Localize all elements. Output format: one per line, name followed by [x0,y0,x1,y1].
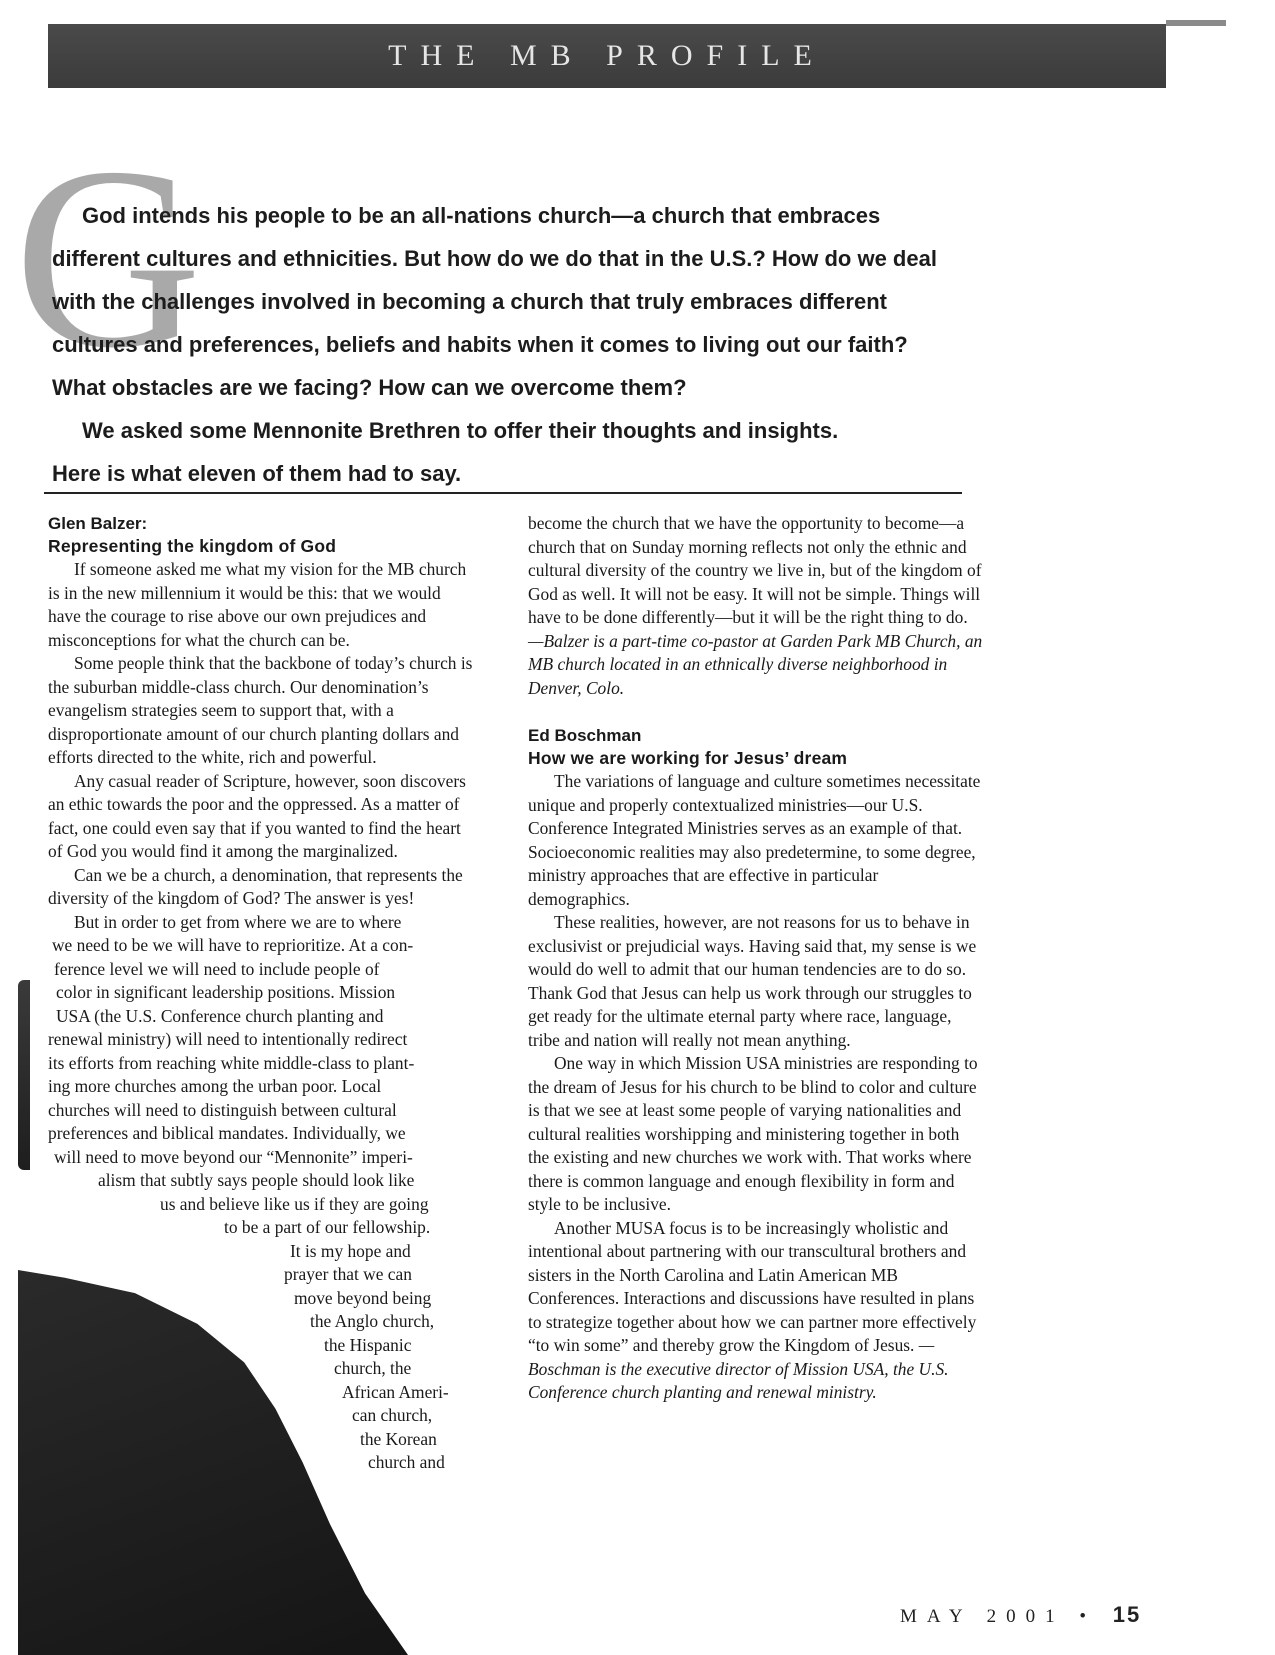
photo-edge [18,980,30,1170]
author-name: Glen Balzer: [48,514,148,533]
author-credit: —Boschman is the executive director of Mission USA, the U.S. Conference church planting and renewal ministry. [528,1335,949,1402]
wrap-line: renewal ministry) will need to intentionally redirect [48,1029,408,1049]
intro-line: We asked some Mennonite Brethren to offer their thoughts and insights. [82,418,839,443]
wrap-line: us and believe like us if they are going [160,1193,429,1214]
article-heading: Representing the kingdom of God [48,536,337,556]
wrap-line: But in order to get from where we are to where [74,911,402,932]
wrap-line: move beyond being [294,1287,432,1308]
intro-block [52,196,982,493]
intro-line: cultures and preferences, beliefs and habits when it comes to living out our faith? [52,332,908,357]
wrap-line: church, the [334,1358,412,1378]
paragraph: The variations of language and culture sometimes necessitate unique and properly contextualized ministries—our U.S. Conference Integrated Ministries serves as an example of that. Socioeconomic realities may also predetermine, to some degree, ministry approaches that are effective in particular demographics. [528,771,981,909]
author-name: Ed Boschman [528,726,642,745]
article-column-right [528,512,984,1405]
wrap-line: color in significant leadership positions. Mission [56,982,396,1002]
page-footer [900,1602,1141,1628]
section-banner [48,24,1166,88]
intro-line: What obstacles are we facing? How can we overcome them? [52,375,687,400]
paragraph: These realities, however, are not reasons for us to behave in exclusivist or prejudicial ways. Having said that, my sense is we would do well to admit that our human tendencies are to do so. Thank God that Jesus can help us work through our struggles to get ready for the ultimate eternal party where race, language, tribe and nation will really not mean anything. [528,912,977,1050]
paragraph: Some people think that the backbone of today’s church is the suburban middle-class church. Our denomination’s evangelism strategies seem to support that, with a disproportionate amount of our church planting dollars and efforts directed to the white, rich and powerful. [48,653,473,767]
article-column-left [48,512,476,1475]
paragraph [528,1217,984,1405]
paragraph-text: become the church that we have the opportunity to become—a church that on Sunday morning reflects not only the ethnic and cultural diversity of the country we live in, but of the kingdom of God as well. It will not be easy. It will not be simple. Things will have to be done differently—but it will be the right thing to do. [528,513,982,627]
drop-cap: G [14,114,202,402]
paragraph-continued [528,512,984,700]
author-credit: —Balzer is a part-time co-pastor at Garden Park MB Church, an MB church located in an ethnically diverse neighborhood in Denver, Colo. [528,630,983,698]
wrap-line: to be a part of our fellowship. [224,1217,431,1237]
issue-date: MAY 2001 [900,1606,1065,1627]
wrapped-paragraph [48,911,476,1475]
wrap-line: African Ameri- [342,1381,449,1402]
wrap-line: can church, [352,1405,433,1425]
wrap-line: its efforts from reaching white middle-class to plant- [48,1052,415,1073]
intro-line: different cultures and ethnicities. But how do we do that in the U.S.? How do we deal [52,246,937,271]
intro-line: Here is what eleven of them had to say. [52,461,462,486]
wrap-line: prayer that we can [284,1264,412,1284]
wrap-line: It is my hope and [290,1240,411,1261]
wrap-line: will need to move beyond our “Mennonite” imperi- [54,1146,413,1167]
wrap-line: churches will need to distinguish between cultural [48,1099,397,1120]
wrap-line: ference level we will need to include people of [54,958,380,979]
wrap-line: USA (the U.S. Conference church planting and [56,1005,384,1026]
banner-edge [1166,20,1226,26]
wrap-line: the Anglo church, [310,1311,435,1331]
wrap-line: the Korean [360,1428,437,1449]
paragraph: Can we be a church, a denomination, that represents the diversity of the kingdom of God? The answer is yes! [48,864,463,908]
paragraph-text: Another MUSA focus is to be increasingly wholistic and intentional about partnering with our transcultural brothers and sisters in the North Carolina and Latin American MB Conferences. Interactions and discussions have resulted in plans to strategize together about how we can partner more effectively “to win some” and thereby grow the Kingdom of Jesus. [528,1217,977,1355]
paragraph: One way in which Mission USA ministries are responding to the dream of Jesus for his church to be blind to color and culture is that we see at least some people of varying nationalities and cultural realities worshipping and ministering together in both the existing and new churches we work with. That works where there is common language and enough flexibility in form and style to be inclusive. [528,1053,978,1214]
footer-separator: • [1079,1606,1087,1627]
intro-line: God intends his people to be an all-nations church—a church that embraces [82,203,881,228]
page-number: 15 [1112,1602,1142,1627]
wrap-line: church and [368,1452,445,1472]
paragraph: If someone asked me what my vision for the MB church is in the new millennium it would be this: that we would have the courage to rise above our own prejudices and misconceptions for what the church can be. [48,559,467,650]
wrap-line: we need to be we will have to reprioritize. At a con- [52,935,414,955]
paragraph: Any casual reader of Scripture, however, soon discovers an ethic towards the poor and the oppressed. As a matter of fact, one could even say that if you wanted to find the heart of God you would find it among the marginalized. [48,770,466,861]
wrap-line: preferences and biblical mandates. Individually, we [48,1123,406,1143]
wrap-line: the Hispanic [324,1334,412,1355]
banner-title: THE MB PROFILE [388,39,826,72]
wrap-line: alism that subtly says people should look like [98,1170,415,1190]
intro-line: with the challenges involved in becoming a church that truly embraces different [52,289,887,314]
article-heading: How we are working for Jesus’ dream [528,748,848,768]
wrap-line: ing more churches among the urban poor. Local [48,1076,382,1096]
